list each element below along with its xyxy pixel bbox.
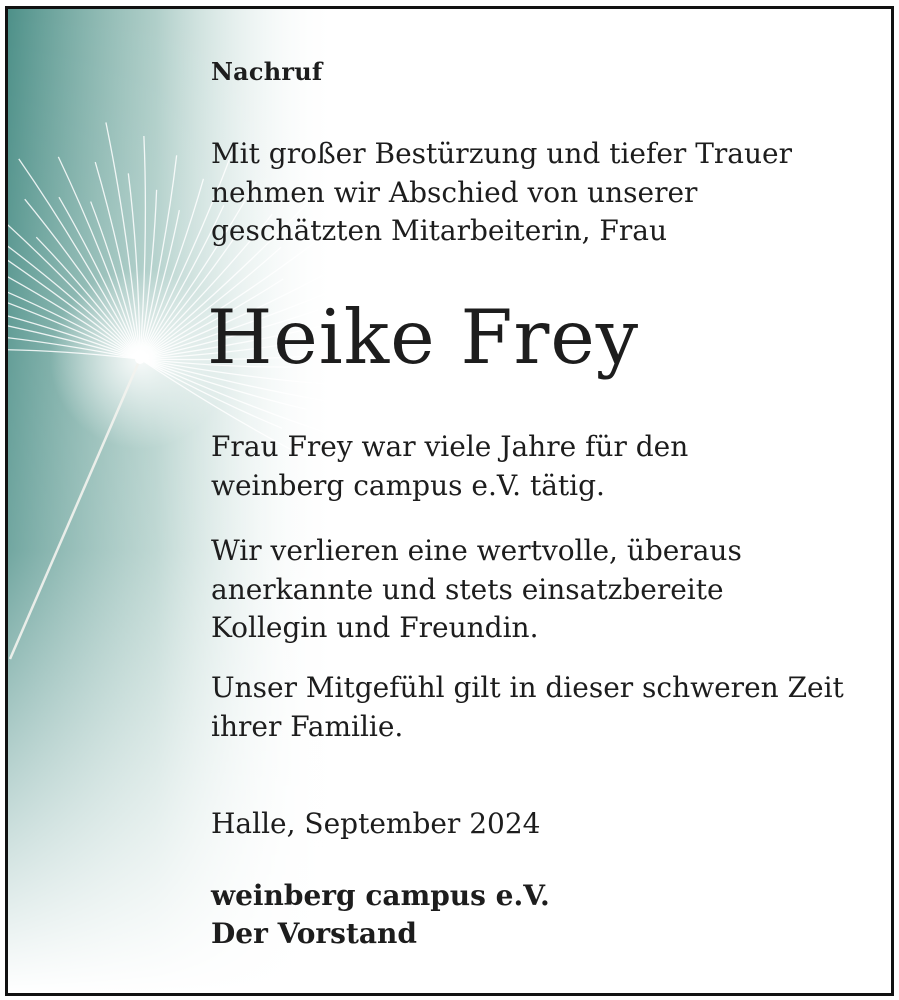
paragraph-condolence xyxy=(211,669,844,746)
intro-line: nehmen wir Abschied von unserer xyxy=(211,175,698,209)
paragraph-tribute xyxy=(211,532,742,648)
paragraph-line: weinberg campus e.V. tätig. xyxy=(211,468,605,502)
paragraph-line: Unser Mitgefühl gilt in dieser schweren Zeit xyxy=(211,671,844,704)
signature xyxy=(211,877,550,953)
intro-text xyxy=(211,135,792,251)
place-date: Halle, September 2024 xyxy=(211,807,541,840)
paragraph-employment xyxy=(211,428,688,505)
paragraph-line: ihrer Familie. xyxy=(211,709,404,743)
deceased-name: Heike Frey xyxy=(207,293,640,381)
paragraph-line: Wir verlieren eine wertvolle, überaus xyxy=(211,534,742,567)
signature-board: Der Vorstand xyxy=(211,917,417,950)
paragraph-line: anerkannte und stets einsatzbereite xyxy=(211,572,724,606)
paragraph-line: Frau Frey war viele Jahre für den xyxy=(211,430,689,463)
paragraph-line: Kollegin und Freundin. xyxy=(211,611,539,644)
obituary-notice xyxy=(5,6,894,996)
signature-organization: weinberg campus e.V. xyxy=(211,879,550,912)
intro-line: geschätzten Mitarbeiterin, Frau xyxy=(211,214,667,247)
heading: Nachruf xyxy=(211,57,323,86)
intro-line: Mit großer Bestürzung und tiefer Trauer xyxy=(211,137,792,170)
